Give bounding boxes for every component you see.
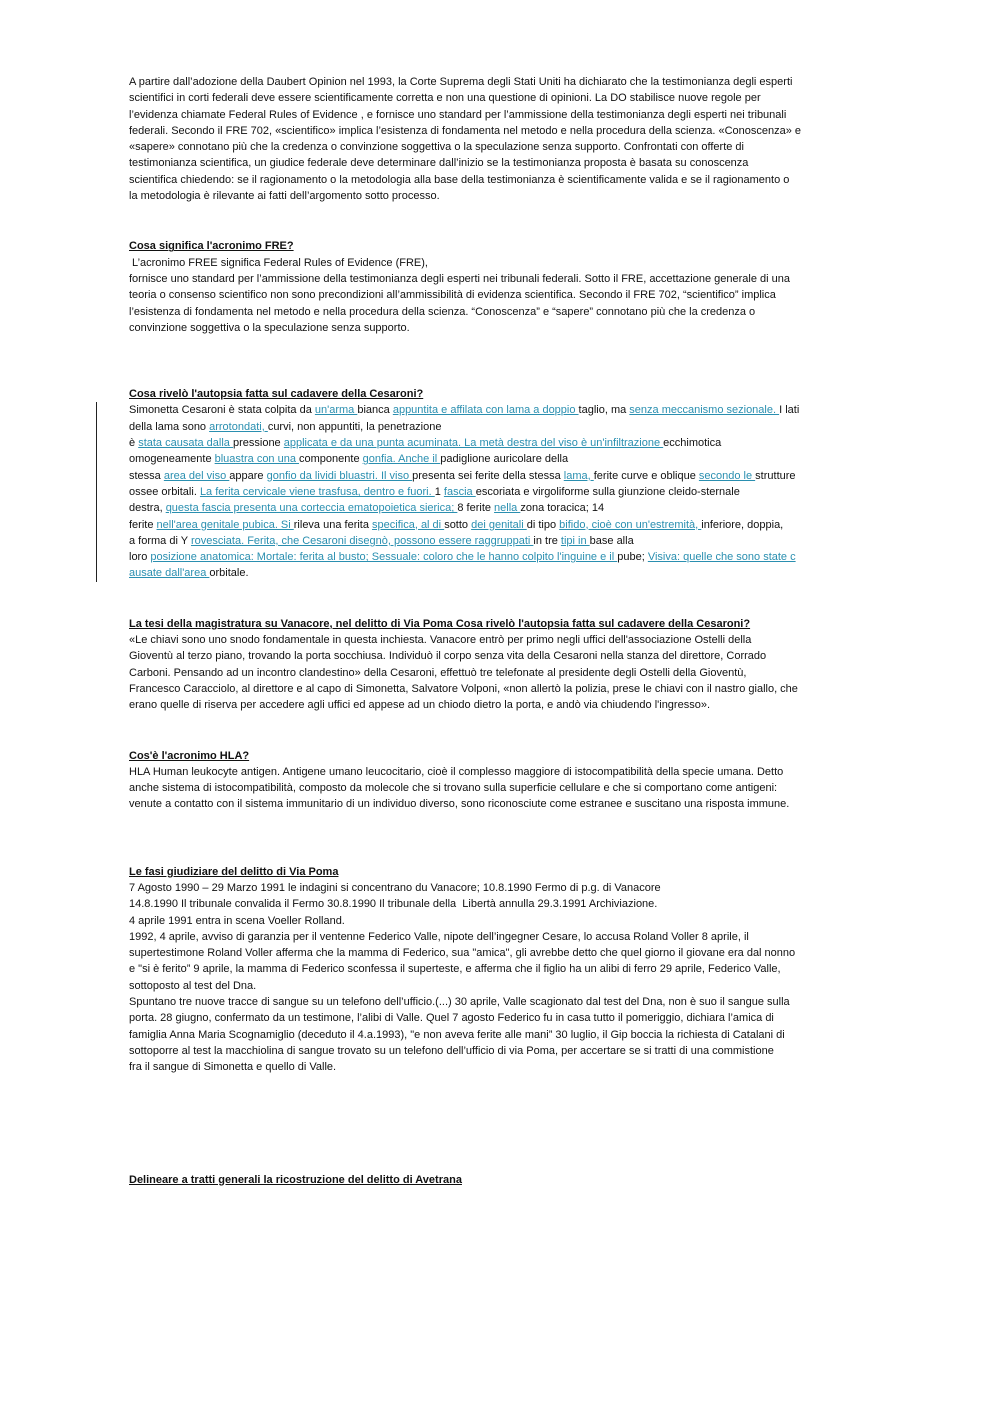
- text-line: l’esistenza di fondamenta nel metodo e nella procedura della scienza. “Conoscenza” e “sapere” connotano più che la credenza o: [129, 305, 756, 318]
- text-segment: ecchimotica: [663, 437, 722, 450]
- revision-bar: [96, 402, 97, 582]
- section-avetrana: [129, 1172, 871, 1188]
- text-segment: della lama sono: [129, 420, 210, 433]
- text-segment: escoriata e virgoliforme sulla giunzione cleido-sternale: [475, 485, 740, 498]
- text-segment: stessa: [129, 469, 164, 482]
- text-segment: omogeneamente: [129, 453, 215, 466]
- text-segment: ossee orbitali.: [129, 485, 200, 498]
- hyperlink[interactable]: gonfia. Anche il: [362, 453, 441, 466]
- text-line: [129, 468, 871, 484]
- text-segment: Simonetta Cesaroni è stata colpita da: [129, 404, 315, 417]
- text-line: fornisce uno standard per l’ammissione della testimonianza degli esperti nei tribunali federali. Sotto il FRE, accettazione generale di una: [129, 272, 790, 285]
- text-line: [129, 565, 871, 581]
- text-segment: di tipo: [526, 518, 560, 531]
- text-segment: loro: [129, 551, 151, 564]
- text-line: 14.8.1990 Il tribunale convalida il Fermo 30.8.1990 Il tribunale della Libertà annulla 29.3.1991 Archiviazione.: [129, 898, 658, 911]
- hyperlink[interactable]: Visiva: quelle che sono state c: [647, 551, 796, 564]
- text-segment: destra,: [129, 502, 166, 515]
- text-line: sottoposto al test del Dna.: [129, 979, 257, 992]
- section-heading: Delineare a tratti generali la ricostruzione del delitto di Avetrana: [129, 1173, 462, 1186]
- hyperlink[interactable]: specifica, al di: [372, 518, 445, 531]
- text-segment: appare: [229, 469, 267, 482]
- hla-paragraph: [129, 764, 871, 813]
- hyperlink[interactable]: gonfio da lividi bluastri. Il viso: [266, 469, 413, 482]
- document-page: [129, 74, 871, 1188]
- hyperlink[interactable]: nell'area genitale pubica. Si: [156, 518, 294, 531]
- text-line: [129, 517, 871, 533]
- text-line: federali. Secondo il FRE 702, «scientifico» implica l’esistenza di fondamenta nel metodo e nella procedura della scienza. «Conoscenza» e: [129, 124, 802, 137]
- text-segment: strutture: [755, 469, 796, 482]
- hyperlink[interactable]: lama,: [563, 469, 594, 482]
- text-segment: 1: [434, 485, 444, 498]
- text-segment: in tre: [533, 534, 561, 547]
- hyperlink[interactable]: secondo le: [698, 469, 756, 482]
- section-hla: [129, 748, 871, 813]
- text-segment: presenta sei ferite della stessa: [412, 469, 564, 482]
- section-tesi-vanacore: [129, 616, 871, 714]
- text-segment: orbitale.: [209, 567, 249, 580]
- text-line: HLA Human leukocyte antigen. Antigene umano leucocitario, cioè il complesso maggiore di istocompatibilità della specie umana. Detto: [129, 765, 784, 778]
- text-line: [129, 402, 871, 418]
- fre-paragraph: [129, 255, 871, 336]
- hyperlink[interactable]: arrotondati,: [209, 420, 268, 433]
- text-segment: sotto: [444, 518, 472, 531]
- hyperlink[interactable]: applicata e da una punta acuminata. La metà destra del viso è un'infiltrazione: [283, 437, 664, 450]
- hyperlink[interactable]: un'arma: [314, 404, 358, 417]
- hyperlink[interactable]: fascia: [443, 485, 476, 498]
- text-line: Francesco Caracciolo, al direttore e al capo di Simonetta, Salvatore Volponi, «non allertò la polizia, prese le chiavi con il nastro giallo, che: [129, 682, 798, 695]
- hyperlink[interactable]: ausate dall'area: [129, 567, 210, 580]
- text-line: supertestimone Roland Voller afferma che la mamma di Federico, sua "amica", gli avrebbe detto che quel giorno il giovane era dal nonno: [129, 947, 796, 960]
- text-segment: è: [129, 437, 139, 450]
- text-segment: base alla: [589, 534, 634, 547]
- hyperlink[interactable]: nella: [494, 502, 521, 515]
- text-segment: ferite: [129, 518, 157, 531]
- hyperlink[interactable]: stata causata dalla: [138, 437, 233, 450]
- text-segment: ferite curve e oblique: [593, 469, 699, 482]
- fasi-paragraph: [129, 880, 871, 1076]
- text-segment: zona toracica; 14: [520, 502, 605, 515]
- text-segment: taglio, ma: [578, 404, 630, 417]
- text-line: scientifica chiedendo: se il ragionamento o la metodologia alla base della testimonianza è scientificamente valida e se il ragionamento o: [129, 173, 790, 186]
- text-segment: curvi, non appuntiti, la penetrazione: [267, 420, 442, 433]
- text-line: [129, 435, 871, 451]
- section-heading: Cos'è l'acronimo HLA?: [129, 749, 250, 762]
- text-line: [129, 484, 871, 500]
- text-line: A partire dall’adozione della Daubert Opinion nel 1993, la Corte Suprema degli Stati Uniti ha dichiarato che la testimonianza degli esperti: [129, 76, 793, 88]
- section-autopsia: [129, 386, 871, 582]
- text-line: teoria o consenso scientifico non sono precondizioni all’ammissibilità di evidenza scientifica. Secondo il FRE 702, “scientifico” implica: [129, 289, 776, 302]
- section-fre: [129, 238, 871, 336]
- text-line: testimonianza scientifica, un giudice federale deve determinare dall’inizio se la testimonianza proposta è basata su conoscenza: [129, 157, 749, 170]
- hyperlink[interactable]: posizione anatomica: Mortale: ferita al busto; Sessuale: coloro che le hanno colpito l'inguine e il: [150, 551, 618, 564]
- autopsia-paragraph: [129, 402, 871, 581]
- section-heading: Le fasi giudiziare del delitto di Via Poma: [129, 865, 339, 878]
- text-line: famiglia Anna Maria Scognamiglio (deceduto il 4.a.1993), "e non aveva ferite alle mani” 30 luglio, il Gip boccia la richiesta di Catalani di: [129, 1028, 785, 1041]
- hyperlink[interactable]: senza meccanismo sezionale.: [629, 404, 780, 417]
- text-line: 7 Agosto 1990 – 29 Marzo 1991 le indagini si concentrano du Vanacore; 10.8.1990 Fermo di p.g. di Vanacore: [129, 881, 661, 894]
- text-line: convinzione soggettiva o la speculazione senza supporto.: [129, 321, 410, 334]
- hyperlink[interactable]: La ferita cervicale viene trasfusa, dentro e fuori.: [199, 485, 435, 498]
- text-segment: I lati: [779, 404, 800, 417]
- section-heading: La tesi della magistratura su Vanacore, nel delitto di Via Poma Cosa rivelò l'autopsia fatta sul cadavere della Cesaroni?: [129, 617, 751, 630]
- text-line: Gioventù al terzo piano, trovando la porta socchiusa. Individuò il corpo senza vita della Cesaroni nella stanza del direttore, Corrado: [129, 650, 767, 663]
- text-line: Spuntano tre nuove tracce di sangue su un telefono dell’ufficio.(...) 30 aprile, Valle scagionato dal test del Dna, non è suo il sangue sulla: [129, 996, 790, 1009]
- text-segment: inferiore, doppia,: [701, 518, 784, 531]
- text-line: [129, 533, 871, 549]
- text-line: l’evidenza chiamate Federal Rules of Evidence , e fornisce uno standard per l’ammissione della testimonianza degli esperti nei tribunali: [129, 108, 787, 121]
- hyperlink[interactable]: dei genitali: [471, 518, 527, 531]
- text-segment: a forma di Y: [129, 534, 191, 547]
- text-line: erano quelle di riserva per accedere agli uffici ed appese ad un chiodo dietro la porta, e andò via chiudendo l'ingresso».: [129, 699, 711, 712]
- text-line: «Le chiavi sono uno snodo fondamentale in questa inchiesta. Vanacore entrò per primo negli uffici dell'associazione Ostelli della: [129, 634, 752, 647]
- text-line: e "si è ferito” 9 aprile, la mamma di Federico sconfessa il superteste, e afferma che il figlio ha un alibi di ferro 29 aprile, Federico Valle,: [129, 963, 781, 976]
- hyperlink[interactable]: bluastra con una: [214, 453, 300, 466]
- text-segment: pube;: [617, 551, 648, 564]
- text-line: venute a contatto con il sistema immunitario di un individuo diverso, sono riconosciute come estranee e suscitano una risposta immune.: [129, 798, 790, 811]
- text-line: 1992, 4 aprile, avviso di garanzia per il ventenne Federico Valle, nipote dell’ingegner Cesare, lo accusa Roland Voller 8 aprile, il: [129, 930, 749, 943]
- text-segment: padiglione auricolare della: [440, 453, 569, 466]
- text-line: la metodologia è rilevante ai fatti dell’argomento sotto processo.: [129, 190, 440, 203]
- text-line: [129, 500, 871, 516]
- hyperlink[interactable]: questa fascia presenta una corteccia ematopoietica sierica;: [165, 502, 458, 515]
- text-line: porta. 28 giugno, confermato da un testimone, l’alibi di Valle. Quel 7 agosto Federico fu in casa tutto il pomeriggio, dichiara l’amica di: [129, 1012, 774, 1025]
- text-segment: rileva una ferita: [293, 518, 373, 531]
- intro-paragraph: [129, 74, 871, 204]
- text-line: fra il sangue di Simonetta e quello di Valle.: [129, 1061, 337, 1074]
- text-line: «sapere» connotano più che la credenza o convinzione soggettiva o la speculazione senza supporto. Confrontati con offerte di: [129, 141, 744, 154]
- text-segment: 8 ferite: [457, 502, 495, 515]
- tesi-paragraph: [129, 632, 871, 713]
- section-fasi-giudiziarie: [129, 864, 871, 1076]
- section-heading: Cosa rivelò l'autopsia fatta sul cadavere della Cesaroni?: [129, 388, 424, 401]
- text-line: sottoporre al test la macchiolina di sangue trovato su un telefono dell’ufficio di via Poma, per accertare se si tratti di una commistione: [129, 1044, 774, 1057]
- hyperlink[interactable]: rovesciata. Ferita, che Cesaroni disegnò, possono essere raggruppati: [190, 534, 534, 547]
- text-line: [129, 549, 871, 565]
- text-line: Carboni. Pensando ad un incontro clandestino» della Cesaroni, effettuò tre telefonate al presidente degli Ostelli della Gioventù,: [129, 666, 747, 679]
- section-heading: Cosa significa l'acronimo FRE?: [129, 240, 294, 253]
- text-segment: pressione: [232, 437, 284, 450]
- text-line: 4 aprile 1991 entra in scena Voeller Rolland.: [129, 914, 345, 927]
- hyperlink[interactable]: bifido, cioè con un'estremità,: [559, 518, 702, 531]
- text-line: [129, 419, 871, 435]
- hyperlink[interactable]: area del viso: [163, 469, 230, 482]
- hyperlink[interactable]: tipi in: [560, 534, 590, 547]
- text-line: L’acronimo FREE significa Federal Rules of Evidence (FRE),: [129, 256, 428, 269]
- text-line: anche sistema di istocompatibilità, composto da molecole che si trovano sulla superficie cellulare e che si comportano come antigeni:: [129, 782, 778, 795]
- hyperlink[interactable]: appuntita e affilata con lama a doppio: [392, 404, 579, 417]
- text-segment: componente: [299, 453, 363, 466]
- text-line: scientifici in corti federali deve essere scientificamente corretta e non una questione di opinioni. La DO stabilisce nuove regole per: [129, 92, 761, 105]
- text-segment: bianca: [357, 404, 393, 417]
- text-line: [129, 451, 871, 467]
